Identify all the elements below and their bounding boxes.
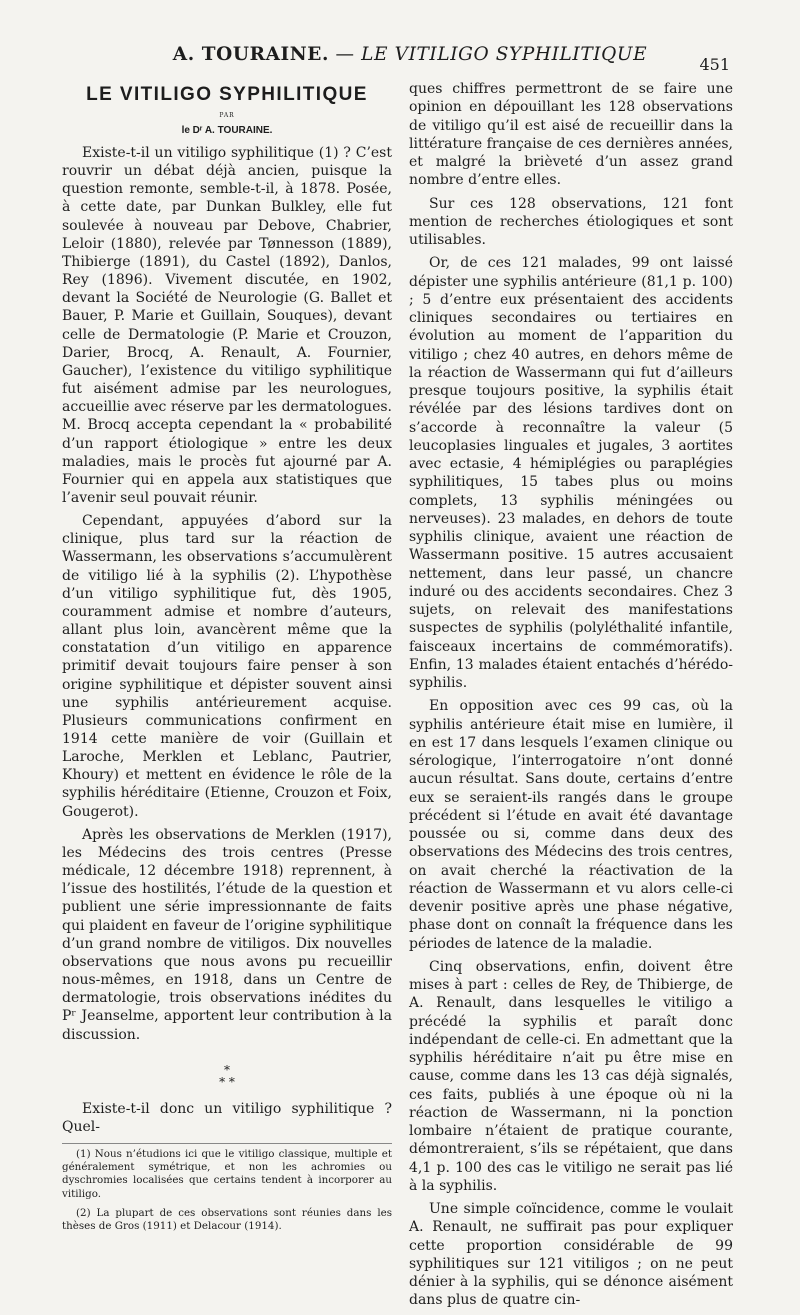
footnote-rule [62,1143,392,1144]
byline-author: le Dʳ A. TOURAINE. [181,125,273,136]
section-break-asterism [62,1064,392,1088]
article-title: LE VITILIGO SYPHILITIQUE [86,84,368,105]
paragraph: En opposition avec ces 99 cas, où la syphilis antérieure était mise en lumière, il en est 17 dans lesquels l’examen clinique ou sérologique, l’interrogatoire n’ont donné aucun résultat. Sans doute, certains d’entre eux se seraient-ils rangés dans le groupe précédent si l’étude en avait été davantage poussée ou si, comme dans deux des observations des Médecins des trois centres, on avait cherché la réactivation de la réaction de Wassermann et vu alors celle-ci devenir positive après une phase négative, phase dont on connaît la fréquence dans les périodes de latence de la maladie. [409,698,733,952]
paragraph: Cinq observations, enfin, doivent être mises à part : celles de Rey, de Thibierge, de A. Renault, dans lesquelles le vitiligo a précédé la syphilis et paraît donc indépendant de celle-ci. En admettant que la syphilis héréditaire n’ait pu être mise en cause, comme dans les 13 cas déjà signalés, ces faits, publiés à une époque où ni la réaction de Wassermann, ni la ponction lombaire n’étaient de pratique courante, démontreraient, s’ils se répétaient, que dans 4,1 p. 100 des cas le vitiligo ne serait pas lié à la syphilis. [409,958,733,1194]
paragraph: Une simple coïncidence, comme le voulait A. Renault, ne suffirait pas pour expliquer cette proportion considérable de 99 syphilitiques sur 121 vitiligos ; on ne peut dénier à la syphilis, qui se dénonce aisément dans plus de quatre cin- [409,1201,733,1309]
running-head-separator: — [335,44,355,65]
paragraph: Sur ces 128 observations, 121 font mention de recherches étiologiques et sont utilisables. [409,195,733,248]
paragraph: Existe-t-il un vitiligo syphilitique (1) ? C’est rouvrir un débat déjà ancien, puisque la question remonte, semble-t-il, à 1878. Posée, à cette date, par Dunkan Bulkley, elle fut soulevée à nouveau par Debove, Chabrier, Leloir (1880), relevée par Tønnesson (1889), Thibierge (1891), du Castel (1892), Danlos, Rey (1896). Vivement discutée, en 1902, devant la Société de Neurologie (G. Ballet et Bauer, P. Marie et Guillain, Souques), devant celle de Dermatologie (P. Marie et Crouzon, Darier, Brocq, A. Renault, A. Fournier, Gaucher), l’existence du vitiligo syphilitique fut aisément admise par les neurologues, accueillie avec réserve par les dermatologues. M. Brocq accepta cependant la « probabilité d’un rapport étiologique » entre les deux maladies, mais le procès fut ajourné par A. Fournier qui en appela aux statistiques que l’avenir seul pouvait réunir. [62,145,392,506]
footnote-1: (1) Nous n’étudions ici que le vitiligo classique, multiple et généralement symétrique, et non les achromies ou dyschromies localisées que certains tendent à incorporer au vitiligo. [62,1147,392,1200]
paragraph: Après les observations de Merklen (1917), les Médecins des trois centres (Presse médicale, 12 décembre 1918) reprennent, à l’issue des hostilités, l’étude de la question et publient une série impressionnante de faits qui plaident en faveur de l’origine syphilitique d’un grand nombre de vitiligos. Dix nouvelles observations que nous avons pu recueillir nous-mêmes, en 1918, dans un Centre de dermatologie, trois observations inédites du Pʳ Jeanselme, apportent leur contribution à la discussion. [62,826,392,1043]
running-head [150,44,670,65]
running-head-title: LE VITILIGO SYPHILITIQUE [361,44,648,65]
paragraph-last-line: Existe-t-il donc un vitiligo syphilitique ? Quel- [62,1100,392,1135]
paragraph: Or, de ces 121 malades, 99 ont laissé dépister une syphilis antérieure (81,1 p. 100) ; 5 d’entre eux présentaient des accidents cliniques secondaires ou tertiaires en évolution au moment de l’apparition du vitiligo ; chez 40 autres, en dehors même de la réaction de Wassermann qui fut d’ailleurs presque toujours positive, la syphilis était révélée par des lésions tardives dont on s’accorde à reconnaître la valeur (5 leucoplasies linguales et jugales, 3 aortites avec ectasie, 4 hémiplégies ou paraplégies syphilitiques, 15 tabes plus ou moins complets, 13 syphilis méningées ou nerveuses). 23 malades, en dehors de toute syphilis clinique, avaient une réaction de Wassermann positive. 15 autres accusaient nettement, dans leur passé, un chancre induré ou des accidents secondaires. Chez 3 sujets, on relevait des manifestations suspectes de syphilis (polyléthalité infantile, faisceaux incertains de commémoratifs). Enfin, 13 malades étaient entachés d’hérédo-syphilis. [409,255,733,691]
running-head-author: A. TOURAINE. [172,44,330,65]
left-column [62,80,392,1236]
asterism-bottom: * * [219,1074,235,1089]
byline-par: PAR [219,112,235,119]
footnote-2: (2) La plupart de ces observations sont réunies dans les thèses de Gros (1911) et Delacour (1914). [62,1206,392,1232]
page-number: 451 [699,55,730,74]
paragraph: Cependant, appuyées d’abord sur la clinique, plus tard sur la réaction de Wassermann, les observations s’accumulèrent de vitiligo lié à la syphilis (2). L’hypothèse d’un vitiligo syphilitique fut, dès 1905, couramment admise et nombre d’auteurs, allant plus loin, avancèrent même que la constatation d’un vitiligo en apparence primitif devait toujours faire penser à son origine syphilitique et dépister souvent ainsi une syphilis antérieurement acquise. Plusieurs communications confirment en 1914 cette manière de voir (Guillain et Laroche, Merklen et Leblanc, Pautrier, Khoury) et mettent en évidence le rôle de la syphilis héréditaire (Etienne, Crouzon et Foix, Gougerot). [62,513,392,820]
right-column [409,80,733,1315]
asterism-top: * [224,1062,230,1077]
paragraph-continuation: ques chiffres permettront de se faire une opinion en dépouillant les 128 observations de vitiligo qu’il est aisé de recueillir dans la littérature française de ces dernières années, et malgré la brièveté d’un assez grand nombre d’entre elles. [409,81,733,189]
